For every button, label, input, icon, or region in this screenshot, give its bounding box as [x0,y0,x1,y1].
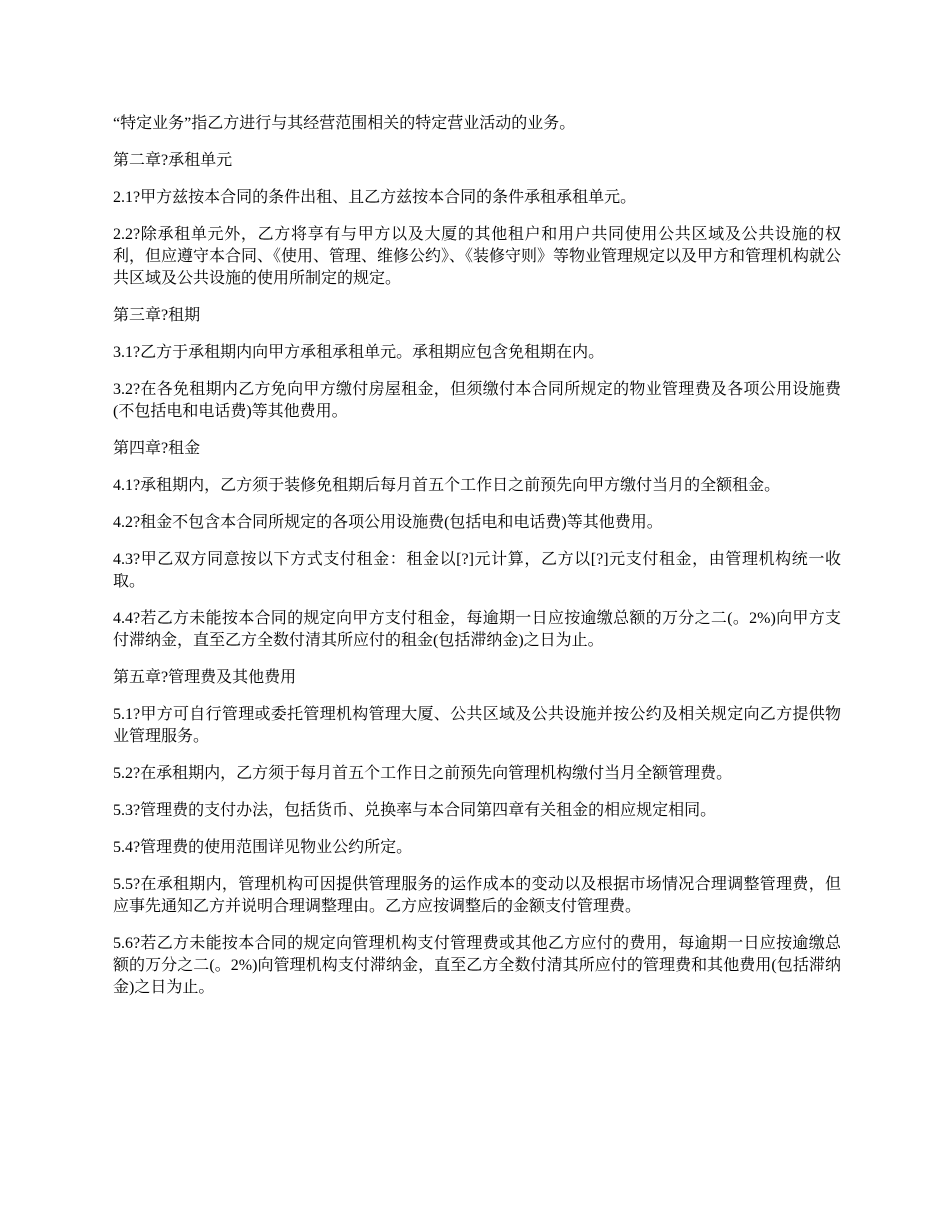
clause-2-2: 2.2?除承租单元外，乙方将享有与甲方以及大厦的其他租户和用户共同使用公共区域及公共设施的权利，但应遵守本合同、《使用、管理、维修公约》、《装修守则》等物业管理规定以及甲方和管理机构就公共区域及公共设施的使用所制定的规定。 [113,226,842,287]
clause-5-1: 5.1?甲方可自行管理或委托管理机构管理大厦、公共区域及公共设施并按公约及相关规定向乙方提供物业管理服务。 [113,706,841,745]
clause-3-1: 3.1?乙方于承租期内向甲方承租承租单元。承租期应包含免租期在内。 [113,344,605,361]
clause-5-6: 5.6?若乙方未能按本合同的规定向管理机构支付管理费或其他乙方应付的费用，每逾期一日应按逾缴总额的万分之二(。2%)向管理机构支付滞纳金，直至乙方全数付清其所应付的管理费和其他费用(包括滞纳金)之日为止。 [113,935,841,996]
chapter-5-heading: 第五章?管理费及其他费用 [113,669,297,686]
definition-special-business: “特定业务”指乙方进行与其经营范围相关的特定营业活动的业务。 [113,115,576,132]
clause-4-4: 4.4?若乙方未能按本合同的规定向甲方支付租金，每逾期一日应按逾缴总额的万分之二(。2%)向甲方支付滞纳金，直至乙方全数付清其所应付的租金(包括滞纳金)之日为止。 [113,610,841,649]
chapter-3-heading: 第三章?租期 [113,307,201,324]
clause-4-3: 4.3?甲乙双方同意按以下方式支付租金：租金以[?]元计算，乙方以[?]元支付租金，由管理机构统一收取。 [113,551,841,590]
chapter-2-heading: 第二章?承租单元 [113,152,233,169]
clause-2-1: 2.1?甲方兹按本合同的条件出租、且乙方兹按本合同的条件承租承租单元。 [113,189,637,206]
document-page [113,113,841,1014]
clause-3-2: 3.2?在各免租期内乙方免向甲方缴付房屋租金，但须缴付本合同所规定的物业管理费及各项公用设施费(不包括电和电话费)等其他费用。 [113,381,841,420]
clause-4-1: 4.1?承租期内，乙方须于装修免租期后每月首五个工作日之前预先向甲方缴付当月的全额租金。 [113,477,781,494]
clause-5-4: 5.4?管理费的使用范围详见物业公约所定。 [113,839,413,856]
clause-4-2: 4.2?租金不包含本合同所规定的各项公用设施费(包括电和电话费)等其他费用。 [113,514,663,531]
clause-5-3: 5.3?管理费的支付办法，包括货币、兑换率与本合同第四章有关租金的相应规定相同。 [113,802,717,819]
chapter-4-heading: 第四章?租金 [113,440,201,457]
clause-5-2: 5.2?在承租期内，乙方须于每月首五个工作日之前预先向管理机构缴付当月全额管理费。 [113,765,733,782]
clause-5-5: 5.5?在承租期内，管理机构可因提供管理服务的运作成本的变动以及根据市场情况合理调整管理费，但应事先通知乙方并说明合理调整理由。乙方应按调整后的金额支付管理费。 [113,876,841,915]
